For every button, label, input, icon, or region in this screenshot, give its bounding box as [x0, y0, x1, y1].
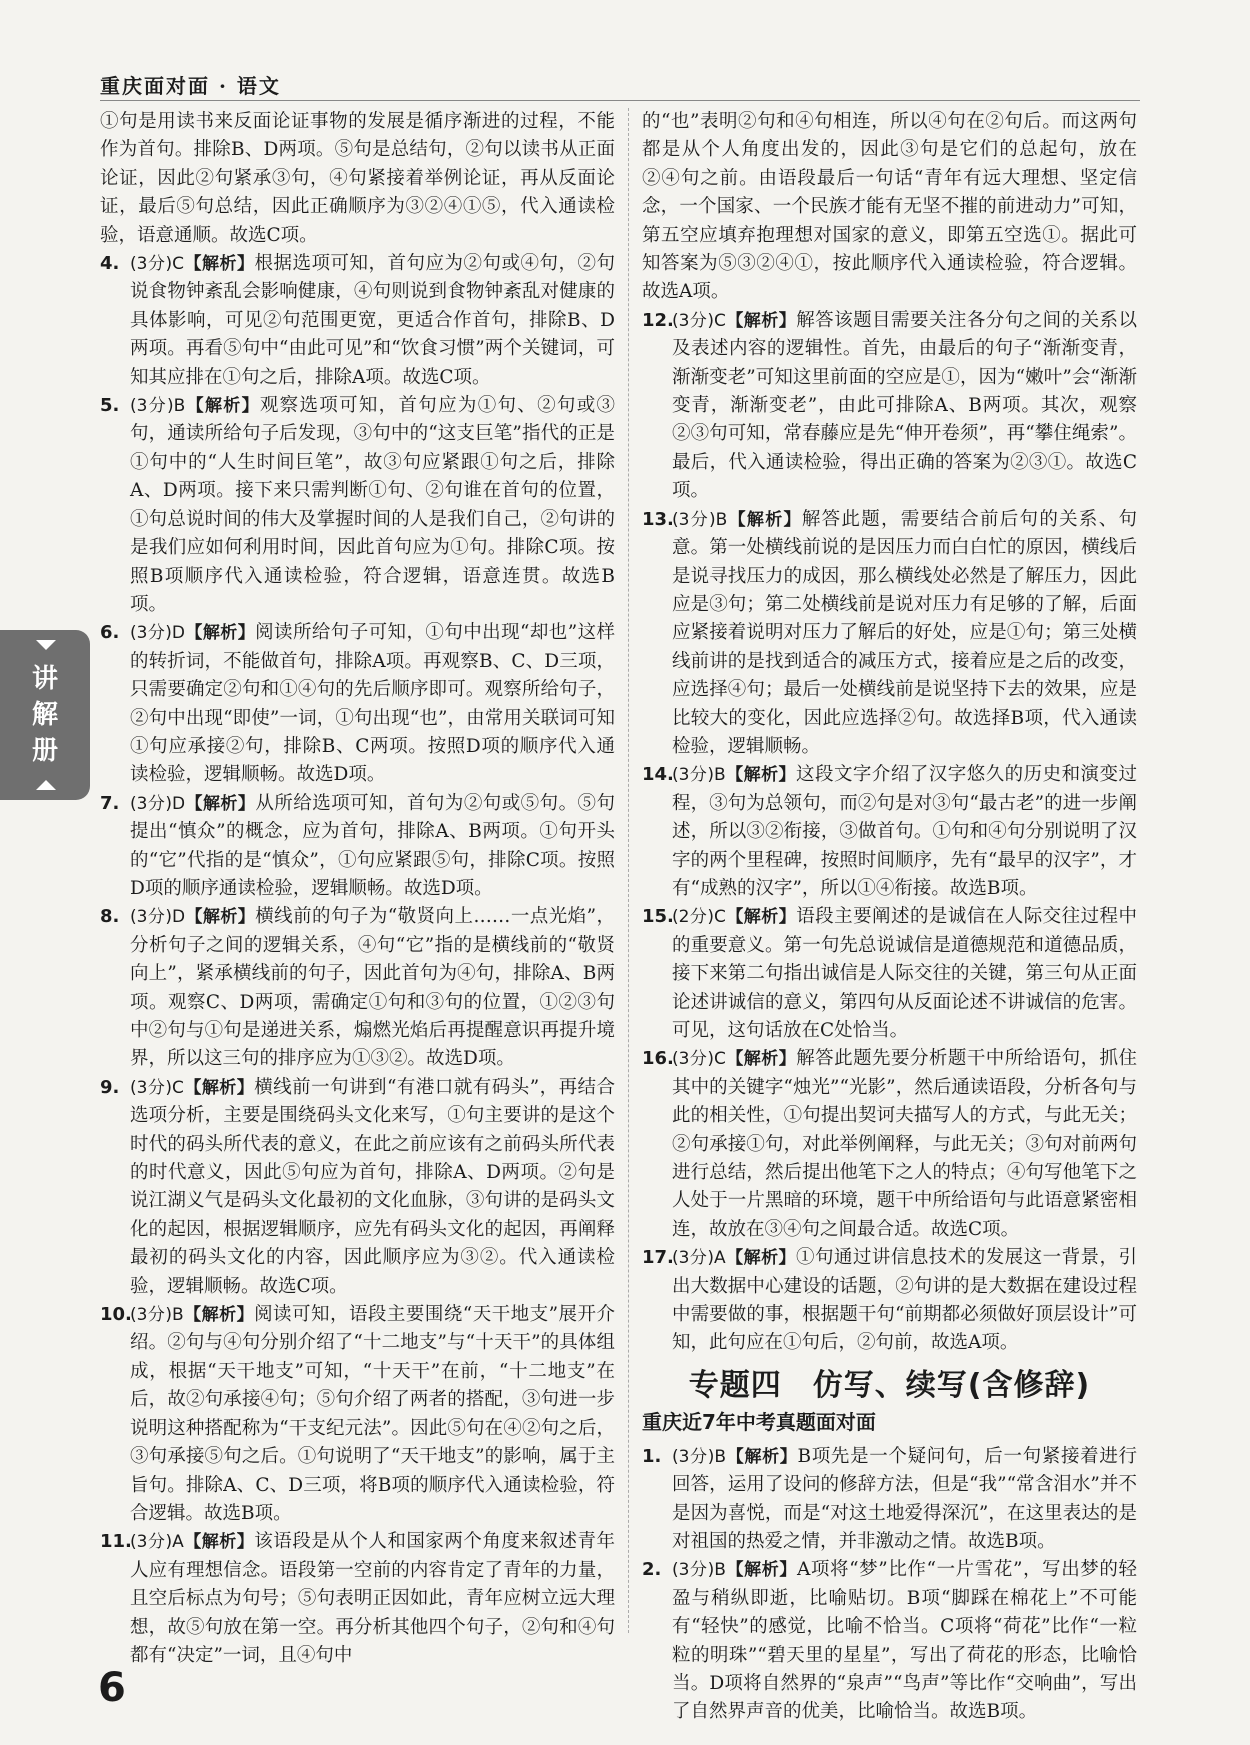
item-text: ①句通过讲信息技术的发展这一背景，引出大数据中心建设的话题，②句讲的是大数据在建设过程中需要做的事，根据题干句“前期都必须做好顶层设计”可知，此句应在①句后，②句前，故选A项。: [672, 1247, 1137, 1354]
item-tag: 【解析】: [185, 907, 256, 928]
side-tab-char: 讲: [31, 664, 58, 694]
answer-item: [100, 1528, 615, 1670]
chevron-up-icon: [36, 780, 56, 790]
item-score: (3分)D: [130, 907, 186, 928]
item-tag: 【解析】: [183, 254, 255, 275]
left-lead-paragraph: ①句是用读书来反面论证事物的发展是循序渐进的过程，不能作为首句。排除B、D两项。⑤句是总结句，②句以读书从正面论证，因此②句紧承③句，④句紧接着举例论证，再从反面论证，最后⑤句总结，因此正确顺序为③②④①⑤，代入通读检验，语意通顺。故选C项。: [100, 111, 615, 246]
item-number: 10.: [100, 1304, 132, 1326]
answer-item: [642, 1244, 1137, 1358]
answer-item: [642, 307, 1137, 506]
item-score: (3分)B: [130, 396, 186, 417]
answer-item: [100, 250, 615, 392]
page-header: 重庆面对面 · 语文: [100, 74, 281, 98]
item-number: 4.: [100, 253, 120, 275]
item-text: 根据选项可知，首句应为②句或④句，②句说食物钟紊乱会影响健康，④句则说到食物钟紊乱对健康的具体影响，可见②句范围更宽，更适合作首句，排除B、D两项。再看⑤句中“由此可见”和“饮食习惯”两个关键词，可知其应排在①句之后，排除A项。故选C项。: [130, 253, 615, 388]
item-tag: 【解析】: [183, 1305, 255, 1326]
item-text: 该语段是从个人和国家两个角度来叙述青年人应有理想信念。语段第一空前的内容肯定了青年的力量，且空后标点为句号；⑤句表明正因如此，青年应树立远大理想，故⑤句放在第一空。再分析其他四个句子，②句和④句都有“决定”一词，且④句中: [130, 1531, 615, 1666]
item-tag: 【解析】: [725, 1560, 797, 1581]
answer-item: [100, 619, 615, 789]
item-number: 12.: [642, 309, 674, 331]
item-score: (3分)B: [130, 1305, 184, 1326]
item-tag: 【解析】: [185, 396, 260, 417]
right-column: [642, 108, 1137, 1727]
side-tab-char: 册: [31, 736, 58, 766]
item-text: 语段主要阐述的是诚信在人际交往过程中的重要意义。第一句先总说诚信是道德规范和道德品质，接下来第二句指出诚信是人际交往的关键，第三句从正面论述讲诚信的意义，第四句从反面论述不讲诚信的危害。可见，这句话放在C处恰当。: [672, 906, 1138, 1041]
item-tag: 【解析】: [183, 1077, 255, 1098]
item-tag: 【解析】: [727, 509, 802, 530]
chevron-down-icon: [36, 640, 56, 650]
item-tag: 【解析】: [725, 310, 797, 331]
item-tag: 【解析】: [185, 793, 256, 814]
item-number: 11.: [100, 1531, 132, 1553]
item-number: 9.: [100, 1076, 120, 1098]
item-number: 2.: [642, 1559, 662, 1581]
item-text: 从所给选项可知，首句为②句或⑤句。⑤句提出“慎众”的概念，应为首句，排除A、B两项。①句开头的“它”代指的是“慎众”，①句应紧跟⑤句，排除C项。按照D项的顺序通读检验，逻辑顺畅。故选D项。: [130, 792, 615, 899]
answer-item: [100, 1301, 615, 1528]
item-score: (3分)B: [672, 1560, 726, 1581]
item-number: 6.: [100, 622, 120, 644]
item-number: 5.: [100, 395, 120, 417]
answer-item: [642, 1045, 1137, 1244]
column-divider: [628, 108, 629, 1633]
header-rule: [100, 100, 1140, 101]
item-tag: 【解析】: [725, 1049, 797, 1070]
answer-item: [642, 761, 1137, 903]
item-text: 横线前一句讲到“有港口就有码头”，再结合选项分析，主要是围绕码头文化来写，①句主要讲的是这个时代的码头所代表的意义，在此之前应该有之前码头所代表的时代意义，因此⑤句应为首句，排除A、D两项。②句是说江湖义气是码头文化最初的文化血脉，③句讲的是码头文化的起因，根据逻辑顺序，应先有码头文化的起因，再阐释最初的码头文化的内容，因此顺序应为③②。代入通读检验，逻辑顺畅。故选C项。: [130, 1076, 616, 1297]
item-score: (3分)A: [672, 1248, 726, 1269]
item-number: 1.: [642, 1445, 662, 1467]
answer-item: [642, 1556, 1137, 1726]
item-text: 解答此题，需要结合前后句的关系、句意。第一处横线前说的是因压力而白白忙的原因，横线后是说寻找压力的成因，那么横线处必然是了解压力，因此应是③句；第二处横线前是说对压力有足够的了解，后面应紧接着说明对压力了解后的好处，应是①句；第三处横线前讲的是找到适合的减压方式，接着应是之后的改变，应选择④句；最后一处横线前是说坚持下去的效果，应是比较大的变化，因此应选择②句。故选择B项，代入通读检验，逻辑顺畅。: [672, 508, 1137, 757]
item-number: 17.: [642, 1247, 674, 1269]
section-title: 专题四 仿写、续写(含修辞): [688, 1367, 1091, 1403]
section-subtitle: 重庆近7年中考真题面对面: [642, 1410, 876, 1435]
item-number: 14.: [642, 764, 674, 786]
item-score: (3分)B: [672, 765, 726, 786]
item-score: (3分)C: [130, 1077, 184, 1098]
item-score: (3分)A: [130, 1532, 184, 1553]
item-text: 阅读可知，语段主要围绕“天干地支”展开介绍。②句与④句分别介绍了“十二地支”与“十天干”的具体组成，根据“天干地支”可知，“十天干”在前，“十二地支”在后，故②句承接④句；⑤句介绍了两者的搭配，③句进一步说明这种搭配称为“干支纪元法”。因此⑤句在④②句之后，③句承接⑤句之后。①句说明了“天干地支”的影响，属于主旨句。排除A、C、D三项，将B项的顺序代入通读检验，符合逻辑。故选B项。: [130, 1304, 616, 1524]
item-score: (3分)C: [672, 1049, 726, 1070]
item-number: 7.: [100, 792, 120, 814]
item-tag: 【解析】: [183, 1532, 255, 1553]
item-score: (3分)D: [130, 623, 186, 644]
item-text: 阅读所给句子可知，①句中出现“却也”这样的转折词，不能做首句，排除A项。再观察B、C、D三项，只需要确定②句和①④句的先后顺序即可。观察所给句子，②句中出现“即使”一词，①句出现“也”，由常用关联词可知①句应承接②句，排除B、C两项。按照D项的顺序代入通读检验，逻辑顺畅。故选D项。: [130, 622, 616, 786]
item-number: 8.: [100, 906, 120, 928]
item-number: 16.: [642, 1048, 674, 1070]
right-lead-paragraph: 的“也”表明②句和④句相连，所以④句在②句后。而这两句都是从个人角度出发的，因此③句是它们的总起句，放在②④句之前。由语段最后一句话“青年有远大理想、坚定信念，一个国家、一个民族才能有无坚不摧的前进动力”可知，第五空应填弃抱理想对国家的意义，即第五空选①。据此可知答案为⑤③②④①，按此顺序代入通读检验，符合逻辑。故选A项。: [642, 111, 1137, 303]
item-tag: 【解析】: [725, 907, 797, 928]
item-tag: 【解析】: [725, 765, 797, 786]
answer-item: [100, 903, 615, 1073]
page-number: 6: [98, 1665, 126, 1711]
answer-item: [100, 392, 615, 619]
item-text: 解答此题先要分析题干中所给语句，抓住其中的关键字“烛光”“光影”，然后通读语段，分析各句与此的相关性，①句提出契诃夫描写人的方式，与此无关；②句承接①句，对此举例阐释，与此无关；③句对前两句进行总结，然后提出他笔下之人的特点；④句写他笔下之人处于一片黑暗的环境，题干中所给语句与此语意紧密相连，故放在③④句之间最合适。故选C项。: [672, 1048, 1138, 1240]
item-tag: 【解析】: [726, 1446, 798, 1467]
item-text: B项先是一个疑问句，后一句紧接着进行回答，运用了设问的修辞方法，但是“我”“常含泪水”并不是因为喜悦，而是“对这土地爱得深沉”，在这里表达的是对祖国的热爱之情，并非激动之情。故选B项。: [672, 1445, 1137, 1552]
answer-item: [642, 506, 1137, 762]
item-text: 解答该题目需要关注各分句之间的关系以及表述内容的逻辑性。首先，由最后的句子“渐渐变青，渐渐变老”可知这里前面的空应是①，因为“嫩叶”会“渐渐变青，渐渐变老”，由此可排除A、B两项。其次，观察②③句可知，常春藤应是先“伸开卷须”，再“攀住绳索”。最后，代入通读检验，得出正确的答案为②③①。故选C项。: [672, 309, 1138, 502]
side-tab: [0, 630, 90, 800]
item-score: (3分)C: [130, 254, 184, 275]
item-tag: 【解析】: [185, 623, 256, 644]
item-score: (3分)C: [672, 310, 726, 331]
item-score: (2分)C: [672, 907, 726, 928]
item-score: (3分)D: [130, 793, 186, 814]
item-text: 观察选项可知，首句应为①句、②句或③句，通读所给句子后发现，③句中的“这支巨笔”指代的正是①句中的“人生时间巨笔”，故③句应紧跟①句之后，排除A、D两项。接下来只需判断①句、②句谁在首句的位置，①句总说时间的伟大及掌握时间的人是我们自己，②句讲的是我们应如何利用时间，因此首句应为①句。排除C项。按照B项顺序代入通读检验，符合逻辑，语意连贯。故选B项。: [130, 395, 616, 615]
item-text: 这段文字介绍了汉字悠久的历史和演变过程，③句为总领句，而②句是对③句“最古老”的进一步阐述，所以③②衔接，③做首句。①句和④句分别说明了汉字的两个里程碑，按照时间顺序，先有“最早的汉字”，才有“成熟的汉字”，所以①④衔接。故选B项。: [672, 764, 1137, 899]
item-tag: 【解析】: [725, 1248, 797, 1269]
answer-item: [100, 790, 615, 904]
answer-item: [642, 1443, 1137, 1557]
item-text: 横线前的句子为“敬贤向上……一点光焰”，分析句子之间的逻辑关系，④句“它”指的是横线前的“敬贤向上”，紧承横线前的句子，因此首句为④句，排除A、B两项。观察C、D两项，需确定①句和③句的位置，①②③句中②句与①句是递进关系，煽燃光焰后再提醒意识再提升境界，所以这三句的排序应为①③②。故选D项。: [130, 906, 616, 1070]
answer-item: [100, 1074, 615, 1301]
item-score: (3分)B: [672, 1446, 727, 1467]
item-number: 15.: [642, 906, 674, 928]
answer-item: [642, 903, 1137, 1045]
side-tab-char: 解: [31, 700, 58, 730]
item-score: (3分)B: [672, 509, 728, 530]
item-text: A项将“梦”比作“一片雪花”，写出梦的轻盈与稍纵即逝，比喻贴切。B项“脚踩在棉花上”不可能有“轻快”的感觉，比喻不恰当。C项将“荷花”比作“一粒粒的明珠”“碧天里的星星”，写出了荷花的形态，比喻恰当。D项将自然界的“泉声”“鸟声”等比作“交响曲”，写出了自然界声音的优美，比喻恰当。故选B项。: [672, 1559, 1138, 1723]
left-column: [100, 108, 615, 1670]
item-number: 13.: [642, 508, 674, 530]
